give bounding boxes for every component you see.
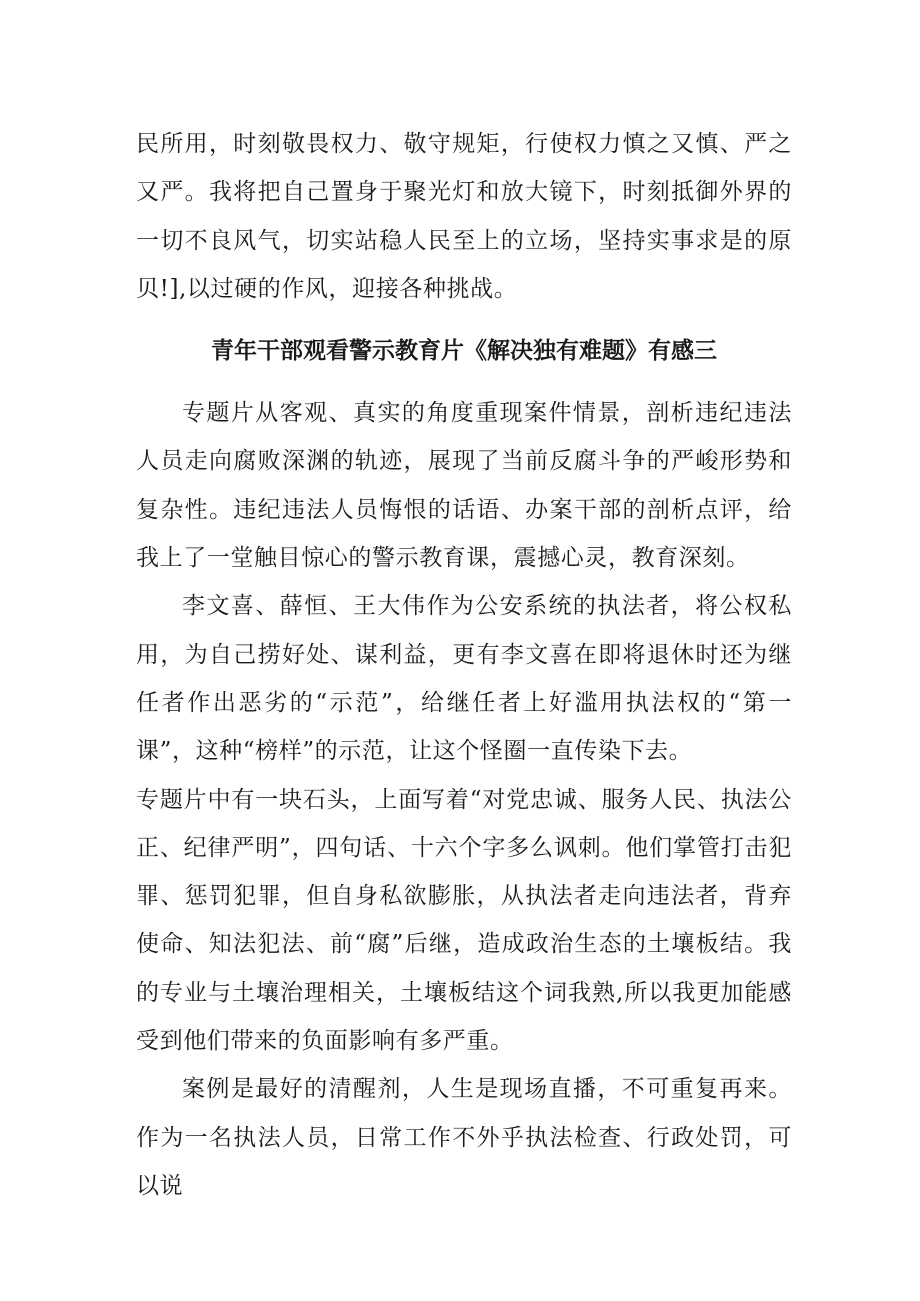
document-body: [136, 120, 792, 1210]
paragraph-intro: 专题片从客观、真实的角度重现案件情景，剖析违纪违法人员走向腐败深渊的轨迹，展现了当前反腐斗争的严峻形势和复杂性。违纪违法人员悔恨的话语、办案干部的剖析点评，给我上了一堂触目惊心的警示教育课，震撼心灵，教育深刻。: [136, 400, 792, 572]
paragraph-stone: 专题片中有一块石头，上面写着“对党忠诚、服务人民、执法公正、纪律严明”，四句话、十六个字多么讽刺。他们掌管打击犯罪、惩罚犯罪，但自身私欲膨胀，从执法者走向违法者，背弃使命、知法犯法、前“腐”后继，造成政治生态的土壤板结。我的专业与土壤治理相关，土壤板结这个词我熟,所以我更加能感受到他们带来的负面影响有多严重。: [136, 786, 792, 1055]
paragraph-continuation: 民所用，时刻敬畏权力、敬守规矩，行使权力慎之又慎、严之又严。我将把自己置身于聚光灯和放大镜下，时刻抵御外界的一切不良风气，切实站稳人民至上的立场，坚持实事求是的原贝!],以过硬的作风，迎接各种挑战。: [136, 131, 792, 302]
paragraph-reflection: 案例是最好的清醒剂，人生是现场直播，不可重复再来。作为一名执法人员，日常工作不外乎执法检查、行政处罚，可以说: [136, 1076, 792, 1199]
paragraph-case: 李文喜、薛恒、王大伟作为公安系统的执法者，将公权私用，为自己捞好处、谋利益，更有李文喜在即将退休时还为继任者作出恶劣的“示范”，给继任者上好滥用执法权的“第一课”，这种“榜样”的示范，让这个怪圈一直传染下去。: [136, 593, 792, 765]
section-heading: 青年干部观看警示教育片《解决独有难题》有感三: [211, 338, 717, 365]
